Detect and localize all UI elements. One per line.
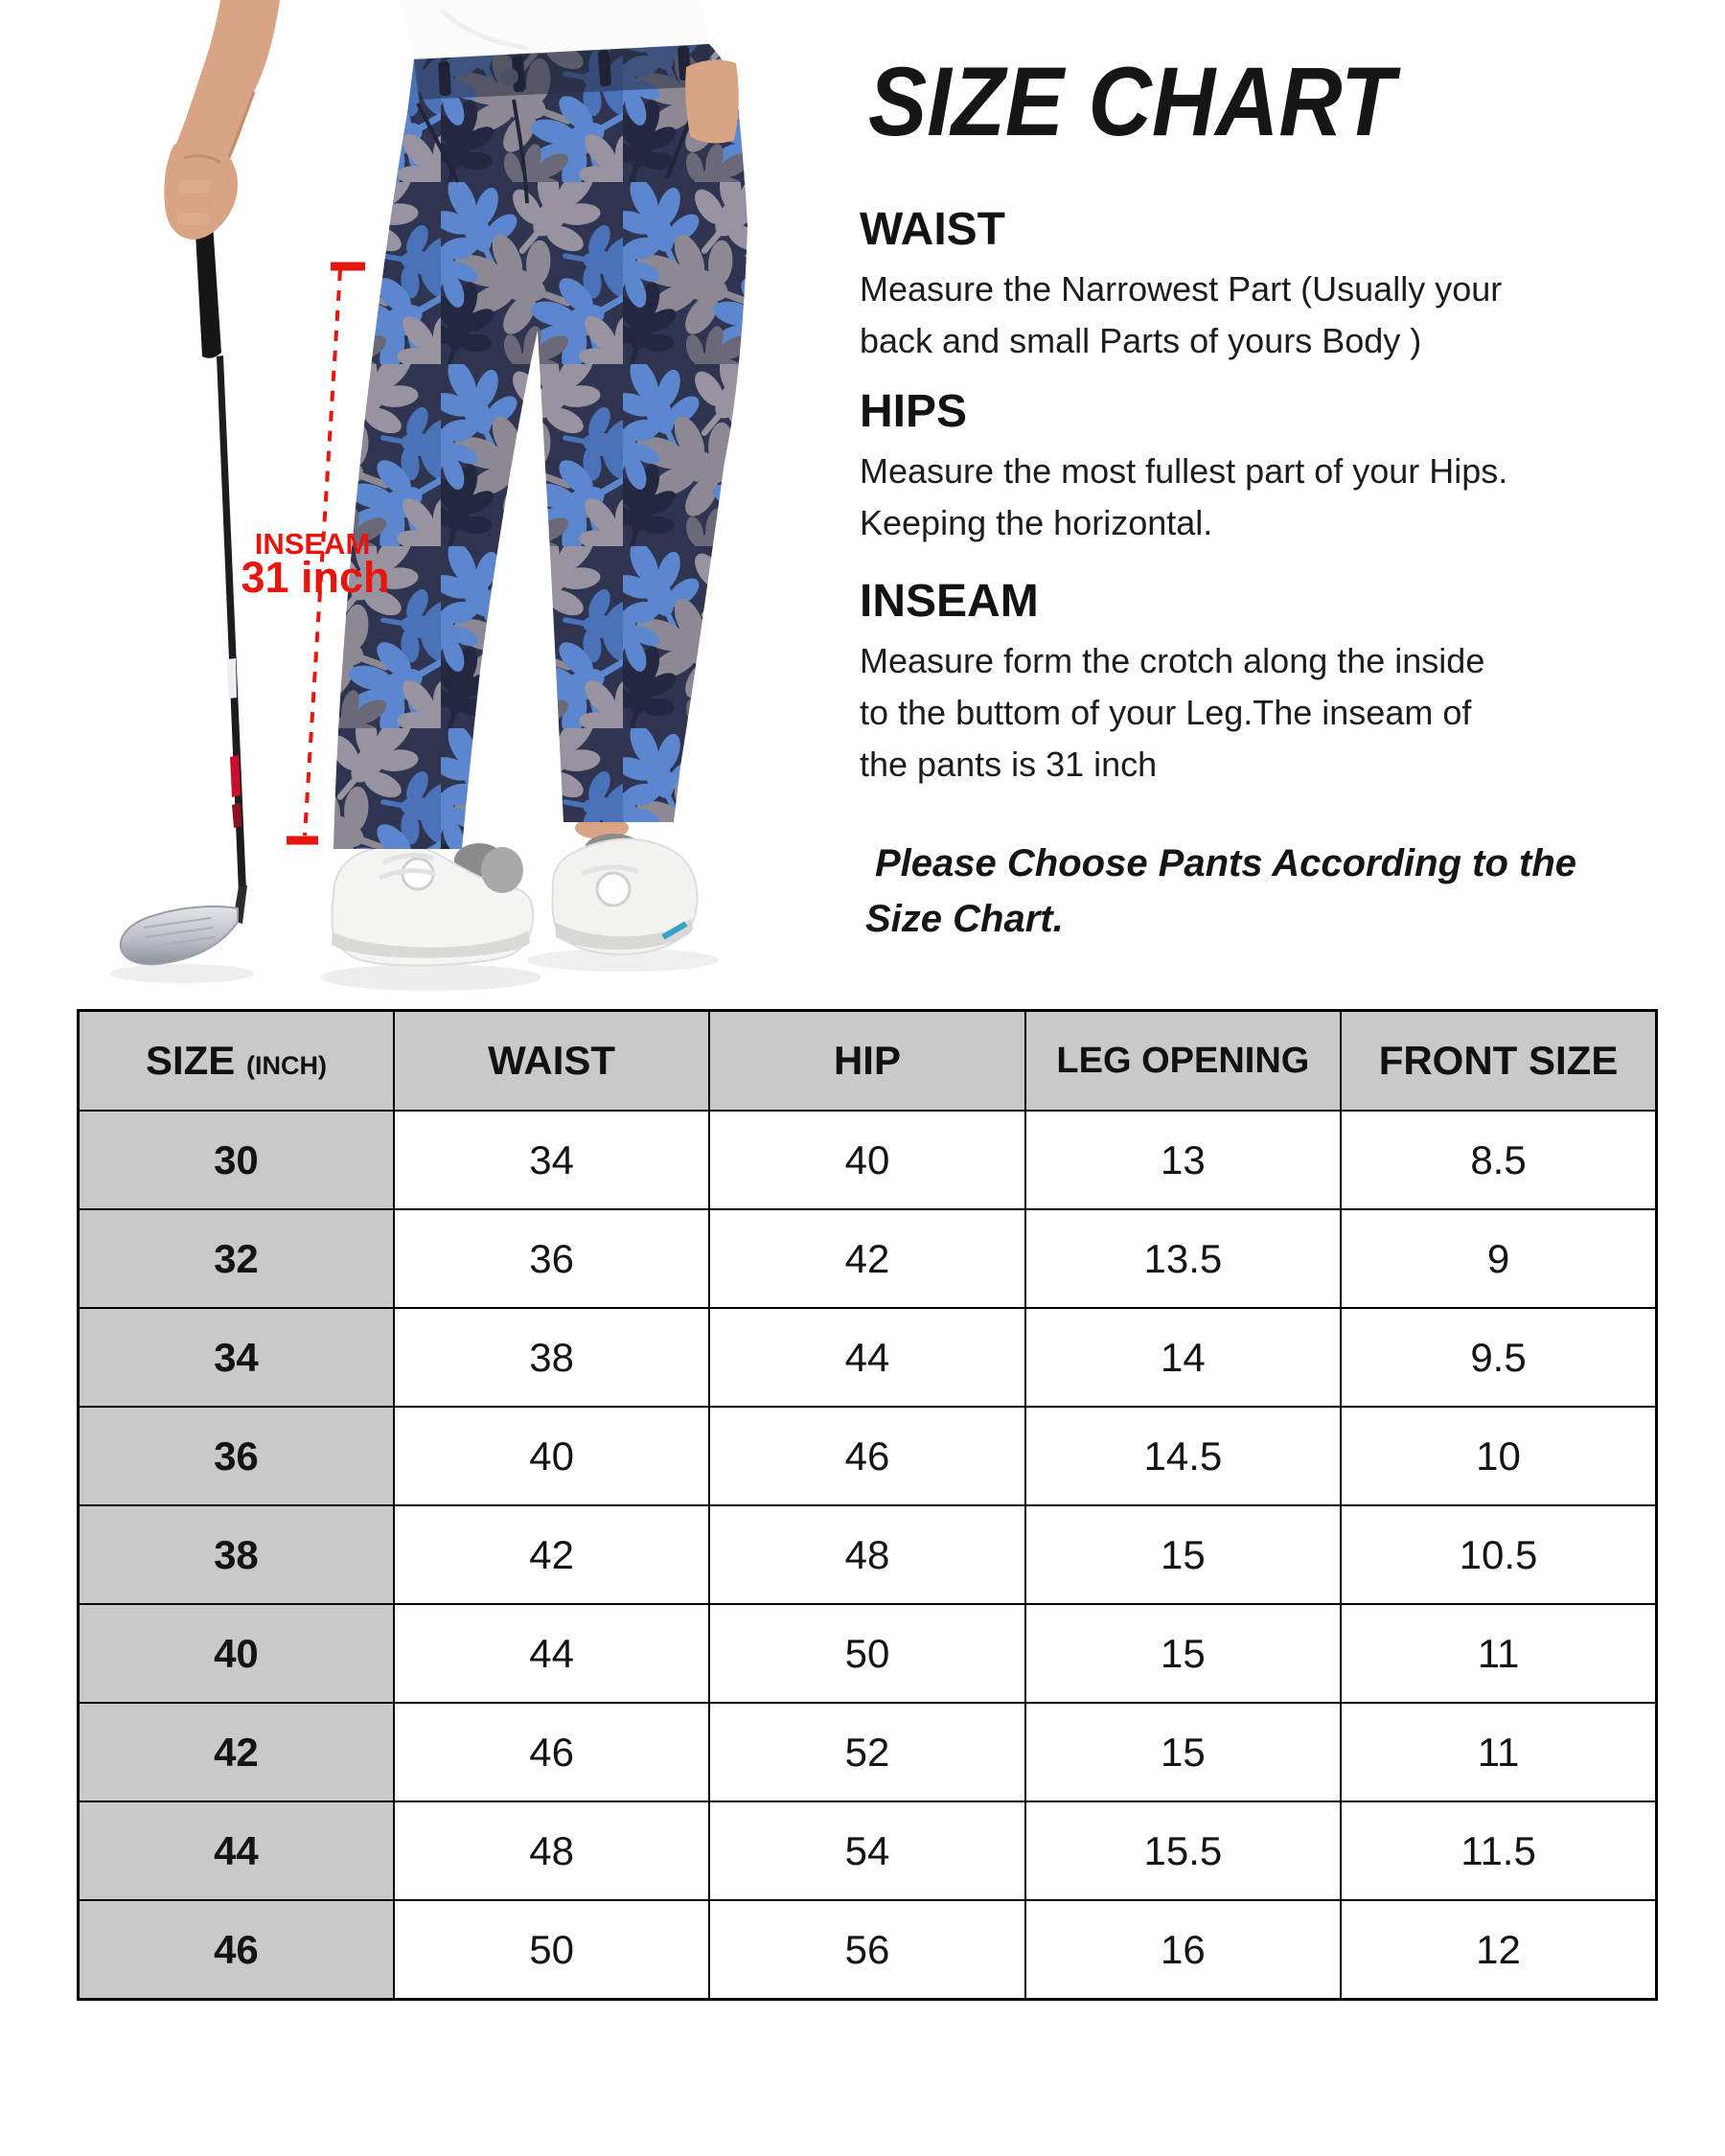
cell-leg: 14 bbox=[1025, 1308, 1341, 1407]
cell-hip: 50 bbox=[709, 1604, 1024, 1703]
page-title: SIZE CHART bbox=[868, 47, 1395, 156]
cell-waist: 48 bbox=[394, 1801, 709, 1900]
waist-heading: WAIST bbox=[860, 204, 1005, 255]
cell-leg: 15.5 bbox=[1025, 1801, 1341, 1900]
golf-club bbox=[121, 175, 247, 964]
right-shoe bbox=[553, 839, 698, 954]
inseam-annotation-label: INSEAM bbox=[254, 527, 371, 561]
hips-heading: HIPS bbox=[860, 386, 968, 437]
cell-size: 42 bbox=[79, 1703, 394, 1801]
section-hips bbox=[860, 385, 1674, 549]
cell-hip: 42 bbox=[709, 1209, 1024, 1308]
cell-size: 46 bbox=[79, 1900, 394, 2000]
cell-leg: 15 bbox=[1025, 1703, 1341, 1801]
inseam-annotation bbox=[241, 527, 389, 602]
header-size: SIZE (INCH) bbox=[79, 1011, 394, 1112]
cell-size: 30 bbox=[79, 1111, 394, 1209]
inseam-text-line3: the pants is 31 inch bbox=[860, 745, 1158, 784]
table-row bbox=[79, 1209, 1657, 1308]
table-row bbox=[79, 1801, 1657, 1900]
inseam-annotation-value: 31 inch bbox=[241, 553, 390, 602]
model-arm bbox=[175, 0, 280, 161]
inseam-text-line1: Measure form the crotch along the inside bbox=[860, 641, 1485, 680]
cell-size: 38 bbox=[79, 1505, 394, 1604]
header-front-size: FRONT SIZE bbox=[1341, 1011, 1656, 1112]
cell-front: 11 bbox=[1341, 1604, 1656, 1703]
table-row bbox=[79, 1505, 1657, 1604]
hips-text-line2: Keeping the horizontal. bbox=[860, 503, 1213, 542]
header-waist: WAIST bbox=[394, 1011, 709, 1112]
model-photo bbox=[77, 0, 805, 997]
table-row bbox=[79, 1900, 1657, 2000]
size-table-header-row bbox=[79, 1011, 1657, 1112]
cell-size: 34 bbox=[79, 1308, 394, 1407]
cell-size: 36 bbox=[79, 1407, 394, 1505]
cell-front: 10.5 bbox=[1341, 1505, 1656, 1604]
cell-front: 11 bbox=[1341, 1703, 1656, 1801]
hips-text-line1: Measure the most fullest part of your Hips. bbox=[860, 451, 1508, 491]
cell-front: 9 bbox=[1341, 1209, 1656, 1308]
cell-leg: 16 bbox=[1025, 1900, 1341, 2000]
cell-hip: 52 bbox=[709, 1703, 1024, 1801]
header-hip: HIP bbox=[709, 1011, 1024, 1112]
size-note-line1: Please Choose Pants According to the bbox=[875, 842, 1577, 884]
cell-leg: 13 bbox=[1025, 1111, 1341, 1209]
cell-front: 12 bbox=[1341, 1900, 1656, 2000]
size-note bbox=[865, 836, 1576, 947]
cell-waist: 50 bbox=[394, 1900, 709, 2000]
cell-waist: 36 bbox=[394, 1209, 709, 1308]
cell-leg: 13.5 bbox=[1025, 1209, 1341, 1308]
left-shoe bbox=[332, 845, 533, 966]
pants bbox=[334, 44, 748, 849]
cell-waist: 38 bbox=[394, 1308, 709, 1407]
table-row bbox=[79, 1604, 1657, 1703]
table-row bbox=[79, 1407, 1657, 1505]
cell-leg: 15 bbox=[1025, 1604, 1341, 1703]
cell-hip: 46 bbox=[709, 1407, 1024, 1505]
hand-in-pocket bbox=[685, 60, 739, 144]
cell-leg: 15 bbox=[1025, 1505, 1341, 1604]
table-row bbox=[79, 1111, 1657, 1209]
cell-hip: 54 bbox=[709, 1801, 1024, 1900]
waist-button bbox=[501, 68, 518, 85]
waist-text-line2: back and small Parts of yours Body ) bbox=[860, 321, 1422, 360]
cell-front: 10 bbox=[1341, 1407, 1656, 1505]
cell-front: 8.5 bbox=[1341, 1111, 1656, 1209]
section-inseam bbox=[860, 575, 1674, 791]
cell-size: 44 bbox=[79, 1801, 394, 1900]
header-size-unit: (INCH) bbox=[245, 1051, 327, 1080]
cell-hip: 44 bbox=[709, 1308, 1024, 1407]
model-hand bbox=[164, 144, 238, 240]
cell-hip: 48 bbox=[709, 1505, 1024, 1604]
size-table bbox=[77, 1009, 1658, 2001]
cell-front: 9.5 bbox=[1341, 1308, 1656, 1407]
section-waist bbox=[860, 203, 1674, 367]
cell-size: 32 bbox=[79, 1209, 394, 1308]
cell-hip: 56 bbox=[709, 1900, 1024, 2000]
cell-front: 11.5 bbox=[1341, 1801, 1656, 1900]
table-row bbox=[79, 1308, 1657, 1407]
header-leg-opening: LEG OPENING bbox=[1025, 1011, 1341, 1112]
cell-waist: 42 bbox=[394, 1505, 709, 1604]
cell-hip: 40 bbox=[709, 1111, 1024, 1209]
cell-waist: 34 bbox=[394, 1111, 709, 1209]
inseam-heading: INSEAM bbox=[860, 576, 1039, 627]
table-row bbox=[79, 1703, 1657, 1801]
cell-leg: 14.5 bbox=[1025, 1407, 1341, 1505]
cell-waist: 40 bbox=[394, 1407, 709, 1505]
cell-waist: 44 bbox=[394, 1604, 709, 1703]
cell-size: 40 bbox=[79, 1604, 394, 1703]
inseam-text-line2: to the buttom of your Leg.The inseam of bbox=[860, 693, 1472, 732]
cell-waist: 46 bbox=[394, 1703, 709, 1801]
waist-text-line1: Measure the Narrowest Part (Usually your bbox=[860, 269, 1503, 309]
size-note-line2: Size Chart. bbox=[865, 898, 1064, 940]
